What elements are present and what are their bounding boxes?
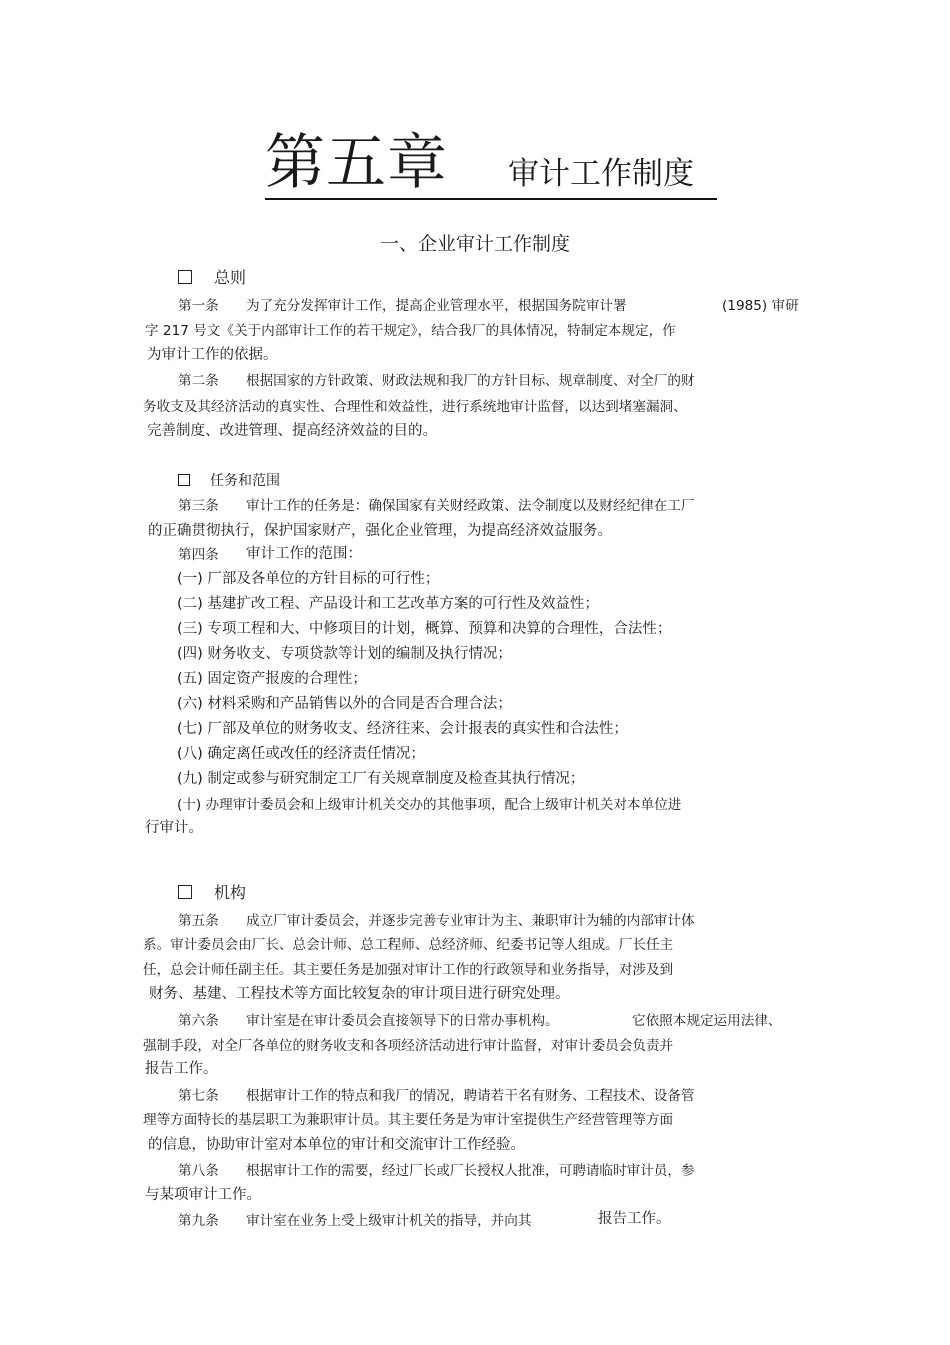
article-6-line-1c: 它依照本规定运用法律、	[632, 1013, 782, 1029]
article-1-line-2: 字 217 号文《关于内部审计工作的若干规定》，结合我厂的具体情况，特制定本规定，作	[145, 323, 676, 339]
chapter-number: 第五章	[265, 128, 448, 198]
article-6-line-3: 报告工作。	[145, 1061, 218, 1077]
part-heading-tasks: 任务和范围	[178, 472, 280, 490]
article-1-line-1a: 第一条	[178, 298, 219, 314]
article-5-line-1a: 第五条	[178, 913, 219, 929]
scope-item-9: (九) 制定或参与研究制定工厂有关规章制度及检查其执行情况；	[177, 771, 585, 787]
scope-item-3: (三) 专项工程和大、中修项目的计划，概算、预算和决算的合理性，合法性；	[177, 621, 672, 637]
part-heading-general: 总则	[178, 268, 246, 288]
checkbox-square-icon	[178, 270, 192, 284]
article-5-line-1b: 成立厂审计委员会，并逐步完善专业审计为主、兼职审计为辅的内部审计体	[246, 913, 695, 929]
article-7-line-2: 理等方面特长的基层职工为兼职审计员。其主要任务是为审计室提供生产经营管理等方面	[143, 1112, 674, 1128]
article-2-line-1b: 根据国家的方针政策、财政法规和我厂的方针目标、规章制度、对全厂的财	[246, 373, 695, 389]
article-7-line-1a: 第七条	[178, 1088, 219, 1104]
scope-item-1: (一) 厂部及各单位的方针目标的可行性；	[177, 571, 440, 587]
article-8-line-2: 与某项审计工作。	[145, 1187, 261, 1203]
article-5-line-3: 任，总会计师任副主任。其主要任务是加强对审计工作的行政领导和业务指导，对涉及到	[143, 962, 674, 978]
section-title: 一、企业审计工作制度	[379, 233, 570, 255]
article-3-line-2: 的正确贯彻执行，保护国家财产，强化企业管理，为提高经济效益服务。	[148, 523, 612, 539]
article-6-line-1b: 审计室是在审计委员会直接领导下的日常办事机构。	[246, 1013, 559, 1029]
article-2-line-1a: 第二条	[178, 373, 219, 389]
scope-item-10-line-1: (十) 办理审计委员会和上级审计机关交办的其他事项，配合上级审计机关对本单位进	[177, 797, 682, 813]
scope-item-4: (四) 财务收支、专项贷款等计划的编制及执行情况；	[177, 646, 512, 662]
article-4-line-1b: 审计工作的范围：	[246, 546, 362, 562]
article-9-line-1b: 审计室在业务上受上级审计机关的指导，并向其	[246, 1213, 532, 1229]
article-5-line-2: 系。审计委员会由厂长、总会计师、总工程师、总经济师、纪委书记等人组成。厂长任主	[143, 937, 674, 953]
article-8-line-1b: 根据审计工作的需要，经过厂长或厂长授权人批准，可聘请临时审计员，参	[246, 1163, 695, 1179]
article-2-line-2: 务收支及其经济活动的真实性、合理性和效益性，进行系统地审计监督，以达到堵塞漏洞、	[143, 399, 687, 415]
article-6-line-2: 强制手段，对全厂各单位的财务收支和各项经济活动进行审计监督，对审计委员会负责并	[143, 1038, 674, 1054]
checkbox-square-icon	[178, 474, 190, 486]
article-7-line-3: 的信息，协助审计室对本单位的审计和交流审计工作经验。	[148, 1137, 525, 1153]
article-3-line-1a: 第三条	[178, 498, 219, 514]
checkbox-square-icon	[178, 885, 192, 899]
article-1-line-1b: 为了充分发挥审计工作，提高企业管理水平，根据国务院审计署	[246, 298, 627, 314]
article-9-line-1a: 第九条	[178, 1213, 219, 1229]
part-heading-org: 机构	[178, 883, 246, 903]
article-5-line-4: 财务、基建、工程技术等方面比较复杂的审计项目进行研究处理。	[149, 986, 570, 1002]
scope-item-8: (八) 确定离任或改任的经济责任情况；	[177, 746, 425, 762]
article-1-line-3: 为审计工作的依据。	[147, 347, 278, 363]
chapter-title	[265, 128, 717, 200]
article-6-line-1a: 第六条	[178, 1013, 219, 1029]
article-1-line-1c: (1985) 审研	[722, 298, 799, 314]
article-9-line-1c: 报告工作。	[598, 1211, 671, 1227]
article-7-line-1b: 根据审计工作的特点和我厂的情况，聘请若干名有财务、工程技术、设备管	[246, 1088, 695, 1104]
scope-item-6: (六) 材料采购和产品销售以外的合同是否合理合法；	[177, 696, 512, 712]
article-2-line-3: 完善制度、改进管理、提高经济效益的目的。	[147, 423, 437, 439]
scope-item-5: (五) 固定资产报废的合理性；	[177, 671, 367, 687]
scope-item-7: (七) 厂部及单位的财务收支、经济往来、会计报表的真实性和合法性；	[177, 721, 628, 737]
article-3-line-1b: 审计工作的任务是：确保国家有关财经政策、法令制度以及财经纪律在工厂	[246, 498, 695, 514]
article-8-line-1a: 第八条	[178, 1163, 219, 1179]
scope-item-10-line-2: 行审计。	[145, 820, 203, 836]
chapter-subtitle: 审计工作制度	[508, 156, 694, 192]
scope-item-2: (二) 基建扩改工程、产品设计和工艺改革方案的可行性及效益性；	[177, 596, 599, 612]
article-4-line-1a: 第四条	[178, 547, 219, 563]
